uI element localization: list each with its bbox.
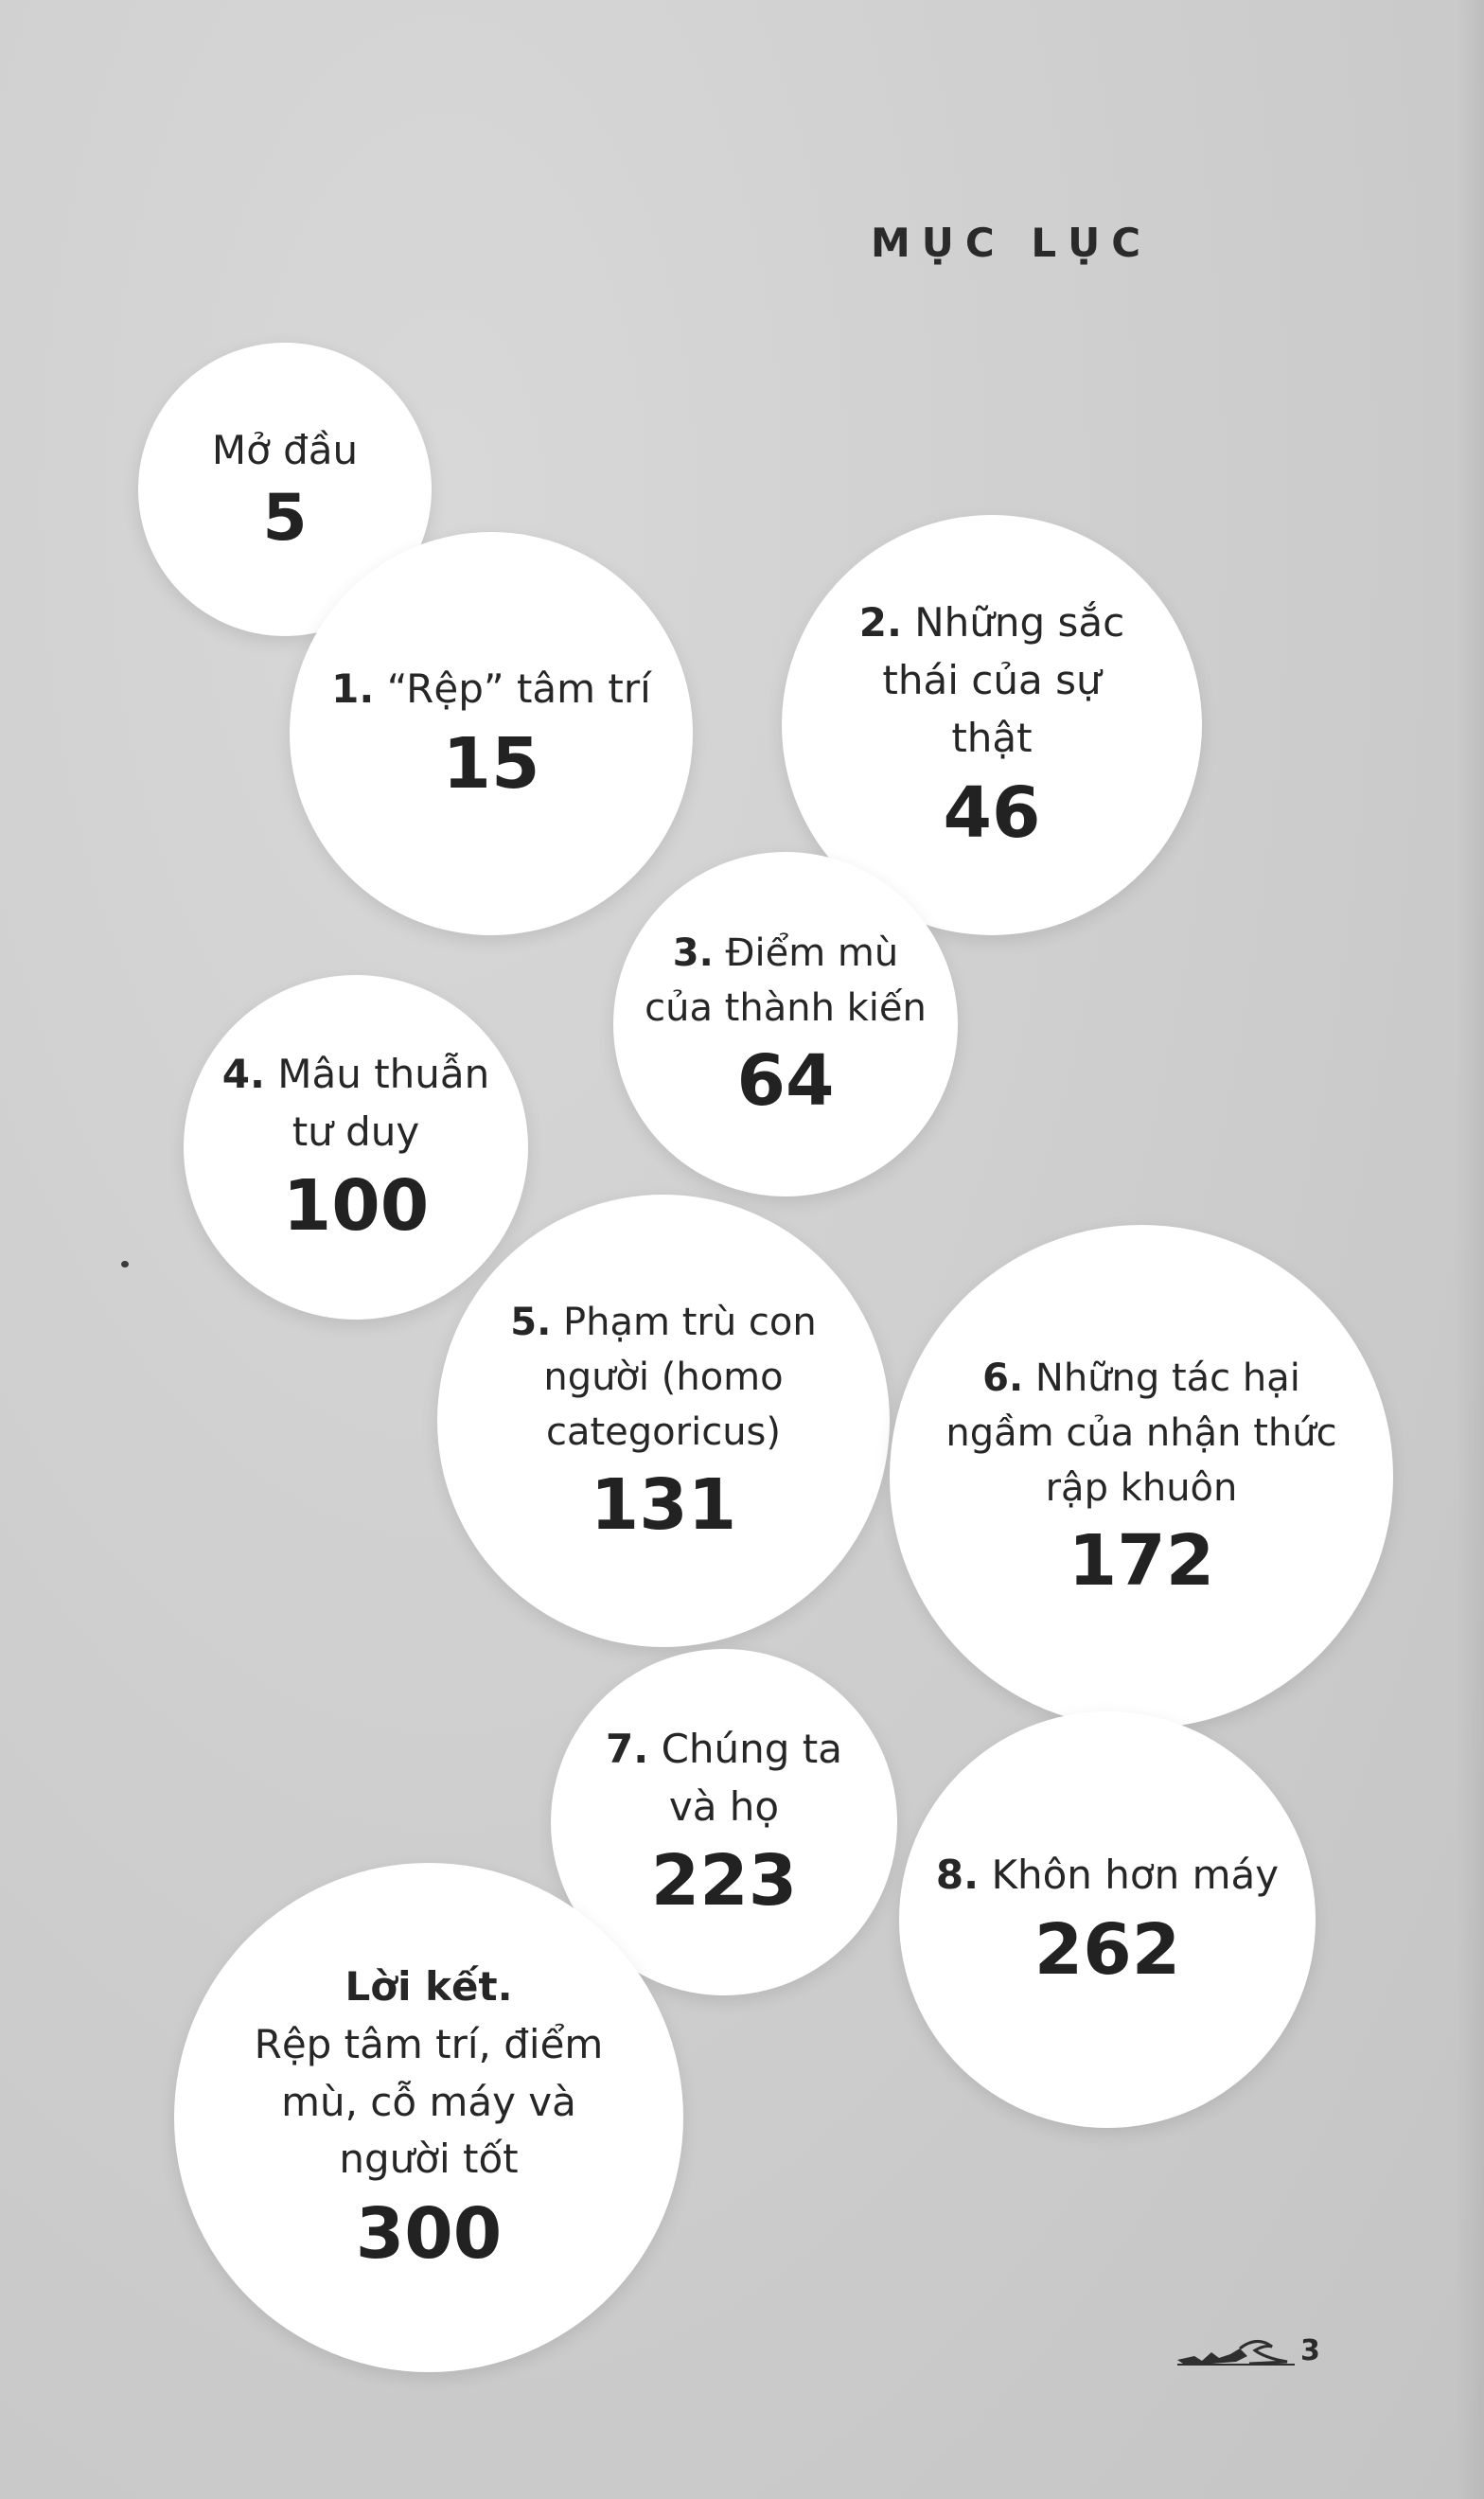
bird-ornament-icon (1174, 2335, 1297, 2367)
toc-entry-chapter-4[interactable] (184, 975, 528, 1320)
toc-entry-label: Mâu thuẫn tư duy (277, 1050, 490, 1155)
toc-entry-label: Điểm mù của thành kiến (645, 930, 927, 1030)
toc-entry-chapter-1[interactable] (290, 532, 693, 935)
page-folio (1174, 2334, 1320, 2367)
toc-entry-page: 100 (282, 1165, 430, 1248)
toc-entry-number: 1. (331, 665, 375, 713)
toc-entry-page: 46 (943, 771, 1041, 854)
toc-entry-label: Chúng ta và họ (661, 1725, 842, 1830)
toc-entry-chapter-5[interactable] (437, 1195, 890, 1647)
toc-entry-number: 6. (982, 1356, 1024, 1400)
toc-entry-page: 5 (262, 480, 308, 556)
toc-entry-chapter-8[interactable] (899, 1711, 1316, 2128)
toc-entry-number: 8. (935, 1852, 980, 1899)
paper-speck (121, 1261, 129, 1267)
toc-entry-page: 131 (590, 1463, 737, 1546)
toc-entry-number: Lời kết. (344, 1962, 513, 2010)
page-title: MỤC LỤC (871, 220, 1153, 266)
toc-entry-number: 2. (858, 599, 902, 647)
toc-entry-number: 3. (672, 930, 714, 975)
toc-entry-chapter-6[interactable] (890, 1225, 1393, 1728)
toc-entry-number: 7. (606, 1725, 649, 1772)
toc-entry-label: Những tác hại ngầm của nhận thức rập khuôn (945, 1356, 1337, 1510)
toc-entry-page: 300 (355, 2193, 503, 2276)
toc-entry-page: 64 (736, 1039, 835, 1122)
toc-entry-number: 5. (510, 1300, 552, 1344)
toc-entry-number: 4. (221, 1050, 265, 1097)
toc-entry-page: 262 (1034, 1909, 1181, 1992)
toc-entry-label: Khôn hơn máy (991, 1852, 1280, 1899)
toc-entry-label: Mở đầu (211, 426, 359, 473)
toc-entry-label: Phạm trù con người (homo categoricus) (543, 1300, 817, 1454)
toc-entry-conclusion[interactable] (174, 1863, 683, 2372)
toc-entry-label: Rệp tâm trí, điểm mù, cỗ máy và người tốt (254, 2020, 604, 2183)
toc-entry-page: 223 (650, 1840, 798, 1923)
toc-entry-page: 15 (442, 723, 540, 806)
toc-entry-label: “Rệp” tâm trí (386, 665, 651, 713)
toc-entry-page: 172 (1068, 1519, 1215, 1602)
toc-entry-chapter-3[interactable] (613, 852, 958, 1196)
toc-entry-label: Những sắc thái của sự thật (882, 599, 1125, 762)
page-number: 3 (1300, 2334, 1320, 2367)
